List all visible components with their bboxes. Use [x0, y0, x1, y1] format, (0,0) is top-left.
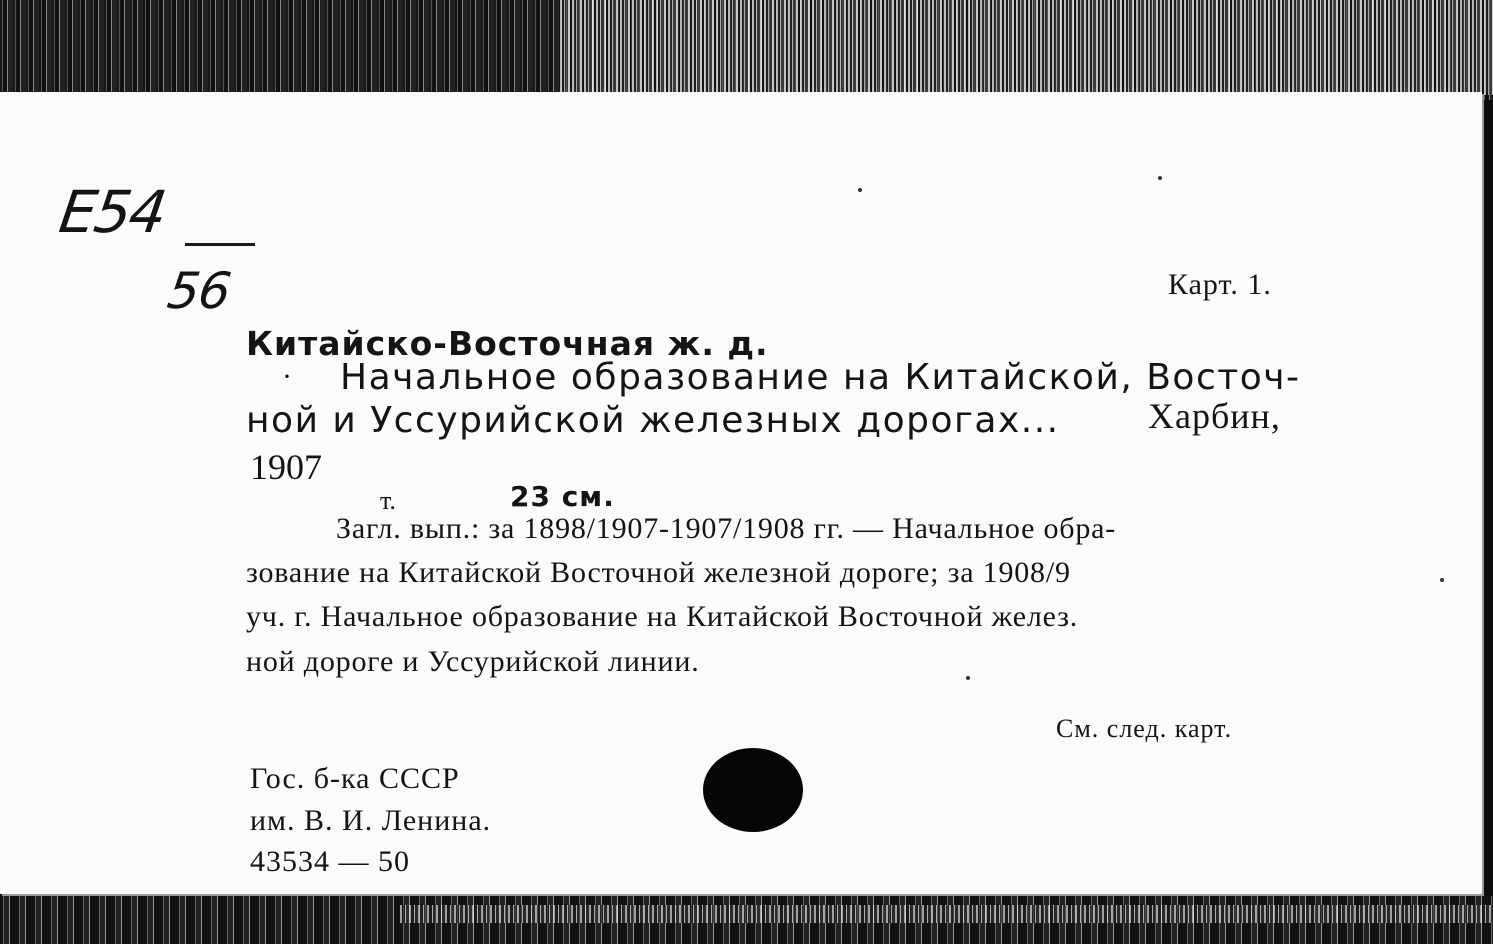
- scan-noise-top: [560, 0, 1493, 95]
- title-bullet: ·: [282, 360, 292, 393]
- note-line-3: уч. г. Начальное образование на Китайской Восточной желез.: [246, 600, 1079, 633]
- library-line-1: Гос. б-ка СССР: [250, 762, 460, 795]
- card-number: Карт. 1.: [1168, 268, 1272, 301]
- publication-place: Харбин,: [1148, 396, 1281, 436]
- shelf-mark-divider: [185, 243, 255, 246]
- note-line-1: Загл. вып.: за 1898/1907-1907/1908 гг. — Начальное обра-: [336, 512, 1117, 545]
- speck: [858, 188, 862, 192]
- speck: [1158, 176, 1162, 180]
- shelf-mark-top: E54: [55, 178, 170, 246]
- speck: [966, 676, 970, 680]
- note-line-2: зование на Китайской Восточной железной дороге; за 1908/9: [246, 556, 1071, 589]
- library-line-2: им. В. И. Ленина.: [250, 804, 492, 837]
- punch-hole: [703, 748, 803, 832]
- title-line-1: Начальное образование на Китайской, Восточ-: [340, 357, 1301, 398]
- library-line-3: 43534 — 50: [250, 845, 410, 878]
- scan-noise-bottom: [400, 905, 1493, 923]
- note-line-4: ной дороге и Уссурийской линии.: [246, 645, 700, 678]
- publication-year: 1907: [250, 447, 322, 487]
- size-label: 23 см.: [510, 480, 615, 513]
- title-line-2: ной и Уссурийской железных дорогах...: [246, 400, 1060, 441]
- shelf-mark-bottom: 56: [163, 262, 234, 320]
- see-next-card: См. след. карт.: [1056, 714, 1233, 743]
- speck: [1440, 578, 1444, 582]
- volumes-label: т.: [380, 486, 396, 515]
- heading-author: Китайско-Восточная ж. д.: [246, 324, 769, 363]
